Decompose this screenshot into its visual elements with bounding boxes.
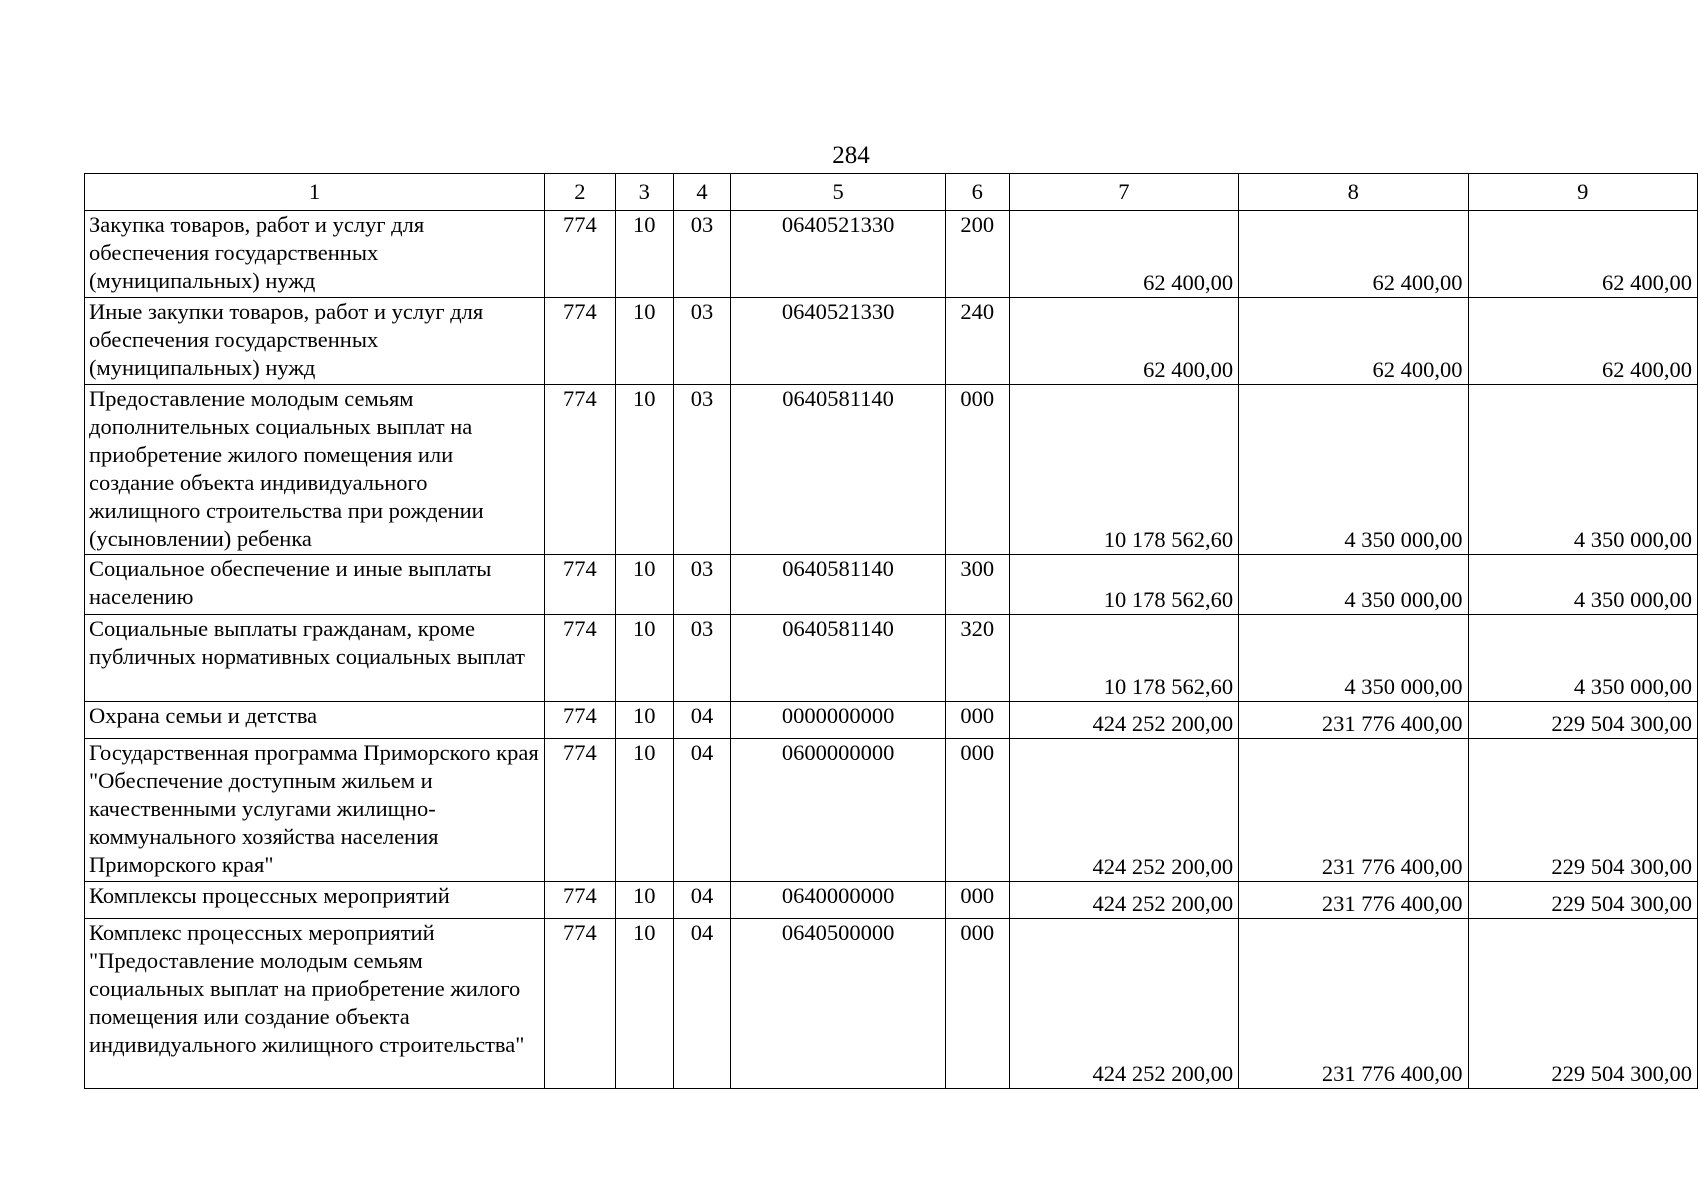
code-cell: 04 [673, 882, 731, 919]
code-cell: 03 [673, 298, 731, 385]
code-cell: 774 [545, 702, 616, 739]
amount-cell: 62 400,00 [1009, 211, 1238, 298]
row-name-cell: Социальные выплаты гражданам, кроме публичных нормативных социальных выплат [85, 615, 545, 702]
code-cell: 10 [615, 739, 673, 882]
code-cell: 10 [615, 919, 673, 1089]
row-name-cell: Предоставление молодым семьям дополнительных социальных выплат на приобретение жилого помещения или создание объекта индивидуального жилищного строительства при рождении (усыновлении) ребенка [85, 385, 545, 555]
amount-cell: 10 178 562,60 [1009, 555, 1238, 615]
amount-cell: 424 252 200,00 [1009, 882, 1238, 919]
amount-cell: 4 350 000,00 [1468, 615, 1698, 702]
code-cell: 10 [615, 702, 673, 739]
code-cell: 774 [545, 555, 616, 615]
column-header: 3 [615, 174, 673, 211]
code-cell: 000 [945, 385, 1009, 555]
code-cell: 03 [673, 211, 731, 298]
amount-cell: 231 776 400,00 [1239, 702, 1468, 739]
code-cell: 0640500000 [731, 919, 945, 1089]
column-header: 2 [545, 174, 616, 211]
code-cell: 0640000000 [731, 882, 945, 919]
code-cell: 774 [545, 739, 616, 882]
row-name-cell: Комплекс процессных мероприятий "Предоставление молодым семьям социальных выплат на приобретение жилого помещения или создание объекта индивидуального жилищного строительства" [85, 919, 545, 1089]
amount-cell: 229 504 300,00 [1468, 702, 1698, 739]
amount-cell: 231 776 400,00 [1239, 919, 1468, 1089]
table-row [85, 298, 1698, 385]
code-cell: 200 [945, 211, 1009, 298]
table-row [85, 615, 1698, 702]
code-cell: 0600000000 [731, 739, 945, 882]
table-row [85, 211, 1698, 298]
row-name-cell: Иные закупки товаров, работ и услуг для обеспечения государственных (муниципальных) нужд [85, 298, 545, 385]
amount-cell: 4 350 000,00 [1468, 385, 1698, 555]
amount-cell: 62 400,00 [1468, 298, 1698, 385]
code-cell: 000 [945, 919, 1009, 1089]
page-number: 284 [832, 142, 870, 169]
code-cell: 04 [673, 702, 731, 739]
code-cell: 10 [615, 298, 673, 385]
code-cell: 10 [615, 882, 673, 919]
amount-cell: 229 504 300,00 [1468, 919, 1698, 1089]
code-cell: 000 [945, 882, 1009, 919]
amount-cell: 4 350 000,00 [1239, 555, 1468, 615]
amount-cell: 62 400,00 [1009, 298, 1238, 385]
code-cell: 774 [545, 882, 616, 919]
column-header: 9 [1468, 174, 1698, 211]
row-name-cell: Комплексы процессных мероприятий [85, 882, 545, 919]
table-row [85, 739, 1698, 882]
code-cell: 300 [945, 555, 1009, 615]
amount-cell: 229 504 300,00 [1468, 882, 1698, 919]
amount-cell: 62 400,00 [1468, 211, 1698, 298]
code-cell: 0640521330 [731, 298, 945, 385]
table-header-row [85, 174, 1698, 211]
row-name-cell: Социальное обеспечение и иные выплаты населению [85, 555, 545, 615]
code-cell: 10 [615, 555, 673, 615]
amount-cell: 231 776 400,00 [1239, 739, 1468, 882]
code-cell: 774 [545, 615, 616, 702]
amount-cell: 62 400,00 [1239, 211, 1468, 298]
code-cell: 10 [615, 385, 673, 555]
code-cell: 000 [945, 739, 1009, 882]
table-row [85, 385, 1698, 555]
code-cell: 0640521330 [731, 211, 945, 298]
row-name-cell: Государственная программа Приморского края "Обеспечение доступным жильем и качественными услугами жилищно-коммунального хозяйства населения Приморского края" [85, 739, 545, 882]
row-name-cell: Закупка товаров, работ и услуг для обеспечения государственных (муниципальных) нужд [85, 211, 545, 298]
amount-cell: 10 178 562,60 [1009, 615, 1238, 702]
code-cell: 774 [545, 385, 616, 555]
column-header: 5 [731, 174, 945, 211]
column-header: 8 [1239, 174, 1468, 211]
amount-cell: 229 504 300,00 [1468, 739, 1698, 882]
table-row [85, 882, 1698, 919]
budget-table [84, 173, 1698, 1089]
code-cell: 0640581140 [731, 555, 945, 615]
code-cell: 04 [673, 919, 731, 1089]
column-header: 4 [673, 174, 731, 211]
column-header: 1 [85, 174, 545, 211]
code-cell: 03 [673, 385, 731, 555]
amount-cell: 4 350 000,00 [1239, 385, 1468, 555]
code-cell: 774 [545, 211, 616, 298]
amount-cell: 10 178 562,60 [1009, 385, 1238, 555]
code-cell: 03 [673, 615, 731, 702]
code-cell: 0000000000 [731, 702, 945, 739]
code-cell: 0640581140 [731, 615, 945, 702]
column-header: 6 [945, 174, 1009, 211]
column-header: 7 [1009, 174, 1238, 211]
amount-cell: 4 350 000,00 [1468, 555, 1698, 615]
amount-cell: 4 350 000,00 [1239, 615, 1468, 702]
amount-cell: 424 252 200,00 [1009, 919, 1238, 1089]
amount-cell: 231 776 400,00 [1239, 882, 1468, 919]
row-name-cell: Охрана семьи и детства [85, 702, 545, 739]
code-cell: 04 [673, 739, 731, 882]
amount-cell: 424 252 200,00 [1009, 739, 1238, 882]
table-row [85, 555, 1698, 615]
code-cell: 03 [673, 555, 731, 615]
amount-cell: 424 252 200,00 [1009, 702, 1238, 739]
code-cell: 10 [615, 211, 673, 298]
code-cell: 774 [545, 298, 616, 385]
code-cell: 240 [945, 298, 1009, 385]
code-cell: 000 [945, 702, 1009, 739]
code-cell: 774 [545, 919, 616, 1089]
code-cell: 10 [615, 615, 673, 702]
table-row [85, 919, 1698, 1089]
table-row [85, 702, 1698, 739]
amount-cell: 62 400,00 [1239, 298, 1468, 385]
code-cell: 0640581140 [731, 385, 945, 555]
code-cell: 320 [945, 615, 1009, 702]
